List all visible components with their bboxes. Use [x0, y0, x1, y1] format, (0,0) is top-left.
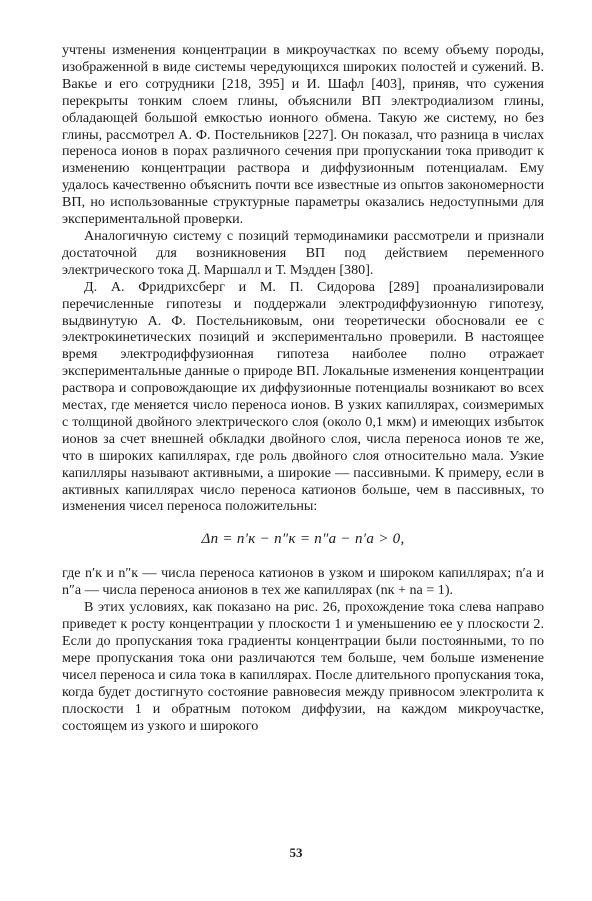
paragraph-2: Аналогичную систему с позиций термодинамики рассмотрели и признали достаточной для возникновения ВП под действием переменного электрического тока Д. Маршалл и Т. Мэдден [380].: [62, 227, 544, 278]
paragraph-3: Д. А. Фридрихсберг и М. П. Сидорова [289] проанализировали перечисленные гипотезы и поддержали электродиффузионную гипотезу, выдвинутую А. Ф. Постельниковым, они теоретически обосновали ее с электрокинетических позиций и экспериментально проверили. В настоящее время электродиффузионная гипотеза наиболее полно отражает экспериментальные данные о природе ВП. Локальные изменения концентрации раствора и сопровождающие их диффузионные потенциалы возникают во всех местах, где меняется число переноса ионов. В узких капиллярах, соизмеримых с толщиной двойного электрического слоя (около 0,1 мкм) и имеющих избыток ионов за счет внешней обкладки двойного слоя, числа переноса ионов те же, что в широких капиллярах, где роль двойного слоя относительно мала. Узкие капилляры называют активными, а широкие — пассивными. К примеру, если в активных капиллярах число переноса катионов больше, чем в пассивных, то изменения чисел переноса положительны:: [62, 278, 544, 515]
paragraph-last: В этих условиях, как показано на рис. 26, прохождение тока слева направо приведет к росту концентрации у плоскости 1 и уменьшению ее у плоскости 2. Если до пропускания тока градиенты концентрации были постоянными, то по мере пропускания тока они различаются тем больше, чем больше изменение чисел переноса и сила тока в капиллярах. После длительного пропускания тока, когда будет достигнуто состояние равновесия между привносом электролита к плоскости 1 и обратным потоком диффузии, на каждом микроучастке, состоящем из узкого и широкого: [62, 599, 544, 734]
page-body: [62, 42, 544, 734]
paragraph-after-formula: где n′к и n″к — числа переноса катионов в узком и широком капиллярах; n′а и n″а — числа переноса анионов в тех же капиллярах (nк + nа = 1).: [62, 565, 544, 599]
formula: Δn = n′к − n″к = n″а − n′а > 0,: [201, 531, 405, 548]
paragraph-1: учтены изменения концентрации в микроучастках по всему объему породы, изображенной в виде системы чередующихся широких полостей и сужений. В. Вакье и его сотрудники [218, 395] и И. Шафл [403], приняв, что сужения перекрыты тонким слоем глины, объяснили ВП электродиализом глины, обладающей большой емкостью ионного обмена. Такую же систему, но без глины, рассмотрел А. Ф. Постельников [227]. Он показал, что разница в числах переноса ионов в порах различного сечения при пропускании тока приводит к изменению концентрации раствора и диффузионным потенциалам. Ему удалось качественно объяснить почти все известные из опытов закономерности ВП, но использованные структурные параметры оказались недоступными для экспериментальной проверки.: [62, 42, 544, 228]
page-number: 53: [289, 845, 303, 860]
